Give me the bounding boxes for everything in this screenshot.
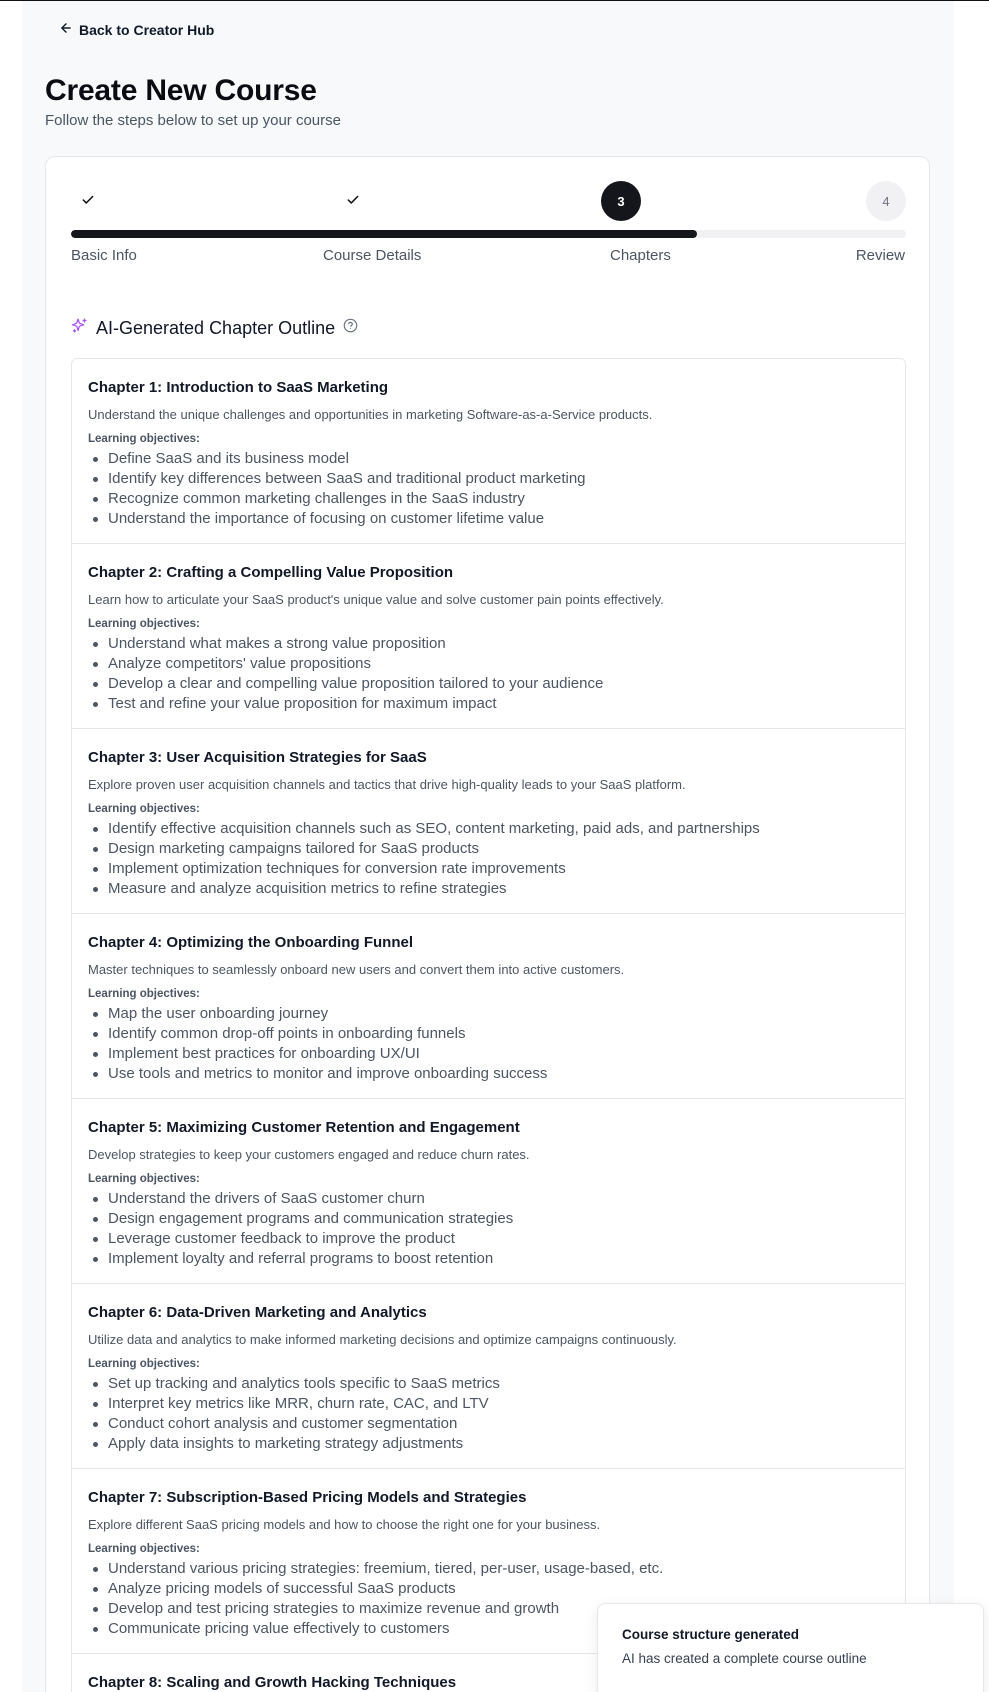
learning-objective-item: Implement best practices for onboarding UX/UI [88,1044,889,1064]
step-3-indicator[interactable]: 3 [601,181,641,221]
page-title: Create New Course [45,74,317,107]
chapter-title: Chapter 6: Data-Driven Marketing and Analytics [88,1304,427,1321]
learning-objectives-list [88,449,889,529]
learning-objectives-label: Learning objectives: [88,1173,200,1185]
page-container [22,1,954,1692]
help-circle-icon[interactable] [343,318,358,338]
chapter-title: Chapter 3: User Acquisition Strategies for SaaS [88,749,427,766]
chapter-item[interactable] [72,914,905,1099]
learning-objectives-label: Learning objectives: [88,1543,200,1555]
step-progress-bar [71,230,906,238]
chapter-title: Chapter 7: Subscription-Based Pricing Models and Strategies [88,1489,527,1506]
chapter-description: Understand the unique challenges and opportunities in marketing Software-as-a-Service products. [88,407,653,422]
learning-objective-item: Identify common drop-off points in onboarding funnels [88,1024,889,1044]
step-label-chapters: Chapters [610,247,671,264]
arrow-left-icon [59,21,73,38]
chapter-description: Explore proven user acquisition channels and tactics that drive high-quality leads to your SaaS platform. [88,777,686,792]
step-4-indicator[interactable]: 4 [866,181,906,221]
step-label-course-details: Course Details [323,247,422,264]
chapter-description: Develop strategies to keep your customers engaged and reduce churn rates. [88,1147,530,1162]
chapter-outline-header [71,317,358,339]
learning-objective-item: Analyze competitors' value propositions [88,654,889,674]
learning-objective-item: Identify effective acquisition channels such as SEO, content marketing, paid ads, and partnerships [88,819,889,839]
learning-objective-item: Develop a clear and compelling value proposition tailored to your audience [88,674,889,694]
chapter-title: Chapter 4: Optimizing the Onboarding Funnel [88,934,413,951]
learning-objective-item: Develop and test pricing strategies to maximize revenue and growth [88,1599,889,1619]
chapter-description: Explore different SaaS pricing models and how to choose the right one for your business. [88,1517,601,1532]
learning-objectives-list [88,1189,889,1269]
learning-objectives-list [88,1004,889,1084]
chapter-title: Chapter 2: Crafting a Compelling Value Proposition [88,564,454,581]
page-subtitle: Follow the steps below to set up your course [45,112,341,129]
learning-objective-item: Design marketing campaigns tailored for SaaS products [88,839,889,859]
chapter-item[interactable] [72,359,905,544]
learning-objectives-list [88,1374,889,1454]
chapter-description: Utilize data and analytics to make informed marketing decisions and optimize campaigns continuously. [88,1332,677,1347]
chapter-description: Learn how to articulate your SaaS product's unique value and solve customer pain points effectively. [88,592,664,607]
course-wizard-card [45,156,930,1692]
learning-objectives-label: Learning objectives: [88,1358,200,1370]
step-2-indicator[interactable] [333,181,373,221]
learning-objective-item: Measure and analyze acquisition metrics to refine strategies [88,879,889,899]
learning-objective-item: Map the user onboarding journey [88,1004,889,1024]
learning-objective-item: Understand what makes a strong value proposition [88,634,889,654]
toast-description: AI has created a complete course outline [622,1651,867,1666]
learning-objective-item: Conduct cohort analysis and customer segmentation [88,1414,889,1434]
back-to-creator-hub-link[interactable] [59,21,214,38]
learning-objective-item: Understand the importance of focusing on customer lifetime value [88,509,889,529]
check-icon [81,193,95,210]
toast-notification[interactable] [597,1603,984,1692]
learning-objective-item: Recognize common marketing challenges in the SaaS industry [88,489,889,509]
step-1-indicator[interactable] [68,181,108,221]
learning-objectives-list [88,634,889,714]
learning-objective-item: Design engagement programs and communication strategies [88,1209,889,1229]
learning-objective-item: Communicate pricing value effectively to customers [88,1619,889,1639]
step-label-review: Review [855,247,905,264]
chapter-item[interactable] [72,544,905,729]
chapter-title: Chapter 5: Maximizing Customer Retention and Engagement [88,1119,520,1136]
chapter-title: Chapter 1: Introduction to SaaS Marketing [88,379,389,396]
chapter-item[interactable] [72,1099,905,1284]
step-progress-fill [71,230,697,238]
toast-title: Course structure generated [622,1627,800,1642]
learning-objective-item: Apply data insights to marketing strategy adjustments [88,1434,889,1454]
learning-objectives-label: Learning objectives: [88,988,200,1000]
chapter-outline-title: AI-Generated Chapter Outline [96,317,336,338]
back-link-label: Back to Creator Hub [79,21,215,38]
learning-objective-item: Define SaaS and its business model [88,449,889,469]
learning-objective-item: Identify key differences between SaaS and traditional product marketing [88,469,889,489]
chapter-description: Master techniques to seamlessly onboard new users and convert them into active customers. [88,962,625,977]
learning-objective-item: Implement optimization techniques for conversion rate improvements [88,859,889,879]
learning-objective-item: Analyze pricing models of successful SaaS products [88,1579,889,1599]
chapter-list [71,358,906,1692]
chapter-item[interactable] [72,729,905,914]
chapter-title: Chapter 8: Scaling and Growth Hacking Techniques [88,1674,457,1691]
sparkles-icon [71,317,88,339]
learning-objectives-list [88,819,889,899]
learning-objectives-label: Learning objectives: [88,433,200,445]
step-label-basic-info: Basic Info [71,247,137,264]
learning-objective-item: Leverage customer feedback to improve the product [88,1229,889,1249]
learning-objectives-label: Learning objectives: [88,618,200,630]
check-icon [346,193,360,210]
learning-objectives-label: Learning objectives: [88,803,200,815]
learning-objective-item: Interpret key metrics like MRR, churn rate, CAC, and LTV [88,1394,889,1414]
learning-objective-item: Set up tracking and analytics tools specific to SaaS metrics [88,1374,889,1394]
learning-objective-item: Use tools and metrics to monitor and improve onboarding success [88,1064,889,1084]
learning-objective-item: Implement loyalty and referral programs to boost retention [88,1249,889,1269]
learning-objective-item: Test and refine your value proposition for maximum impact [88,694,889,714]
learning-objective-item: Understand various pricing strategies: freemium, tiered, per-user, usage-based, etc. [88,1559,889,1579]
learning-objective-item: Understand the drivers of SaaS customer churn [88,1189,889,1209]
chapter-item[interactable] [72,1284,905,1469]
